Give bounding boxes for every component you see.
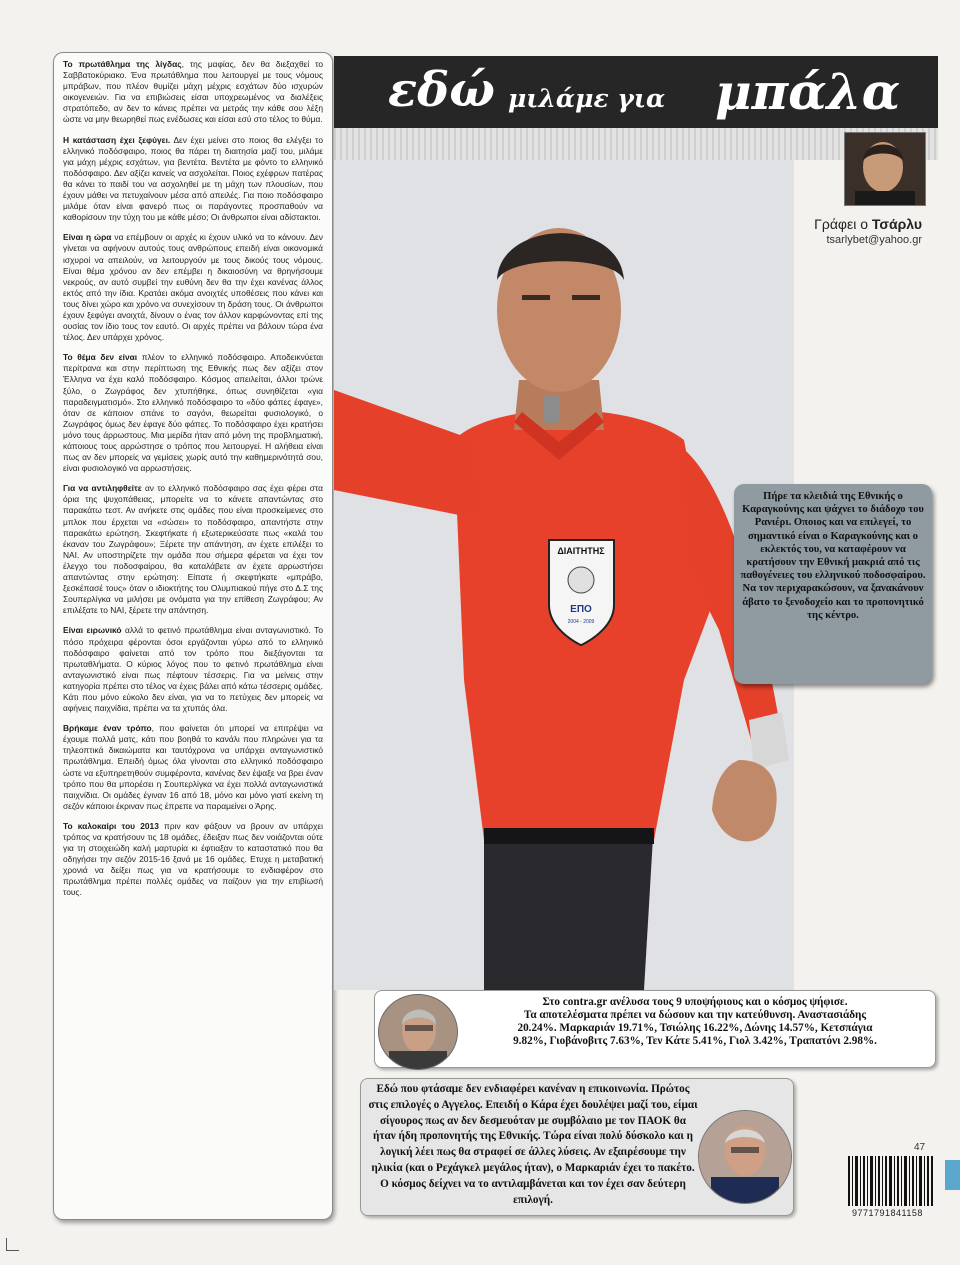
author-email[interactable]: tsarlybet@yahoo.gr [826,234,922,246]
article-column [53,52,333,1220]
referee-illustration [334,160,794,990]
candidate-portrait [699,1111,791,1203]
column-title [380,56,900,128]
article-paragraph [63,59,323,126]
paragraph-text: , της μαφίας, δεν θα διεξαχθεί το Σαββατοκύριακο. Ένα πρωτάθλημα που λειτουργεί με τους νόμους μπράβων, που πλέον θυμίζει μάχη μέχρις εσχάτων δύο ισχυρών οικογενειών. Για να επιβιώσεις είσαι υποχρεωμένος να διαλέξεις στρατόπεδο, αν δεν το κάνεις πρέπει να μετράς την κάθε σου λέξη ώστε να μην θεωρηθεί πως ενέδωσες και είσαι εσύ στο τέλος το θύμα. [63,59,324,125]
article-paragraph [63,483,323,616]
paragraph-lead: Για να αντιληφθείτε [63,483,142,494]
paragraph-text: πριν καν φάξουν να βρουν αν υπάρχει τρόπος να κρατήσουν τις 18 ομάδες, έδειξαν πως δεν νοιάζονται ούτε για τη στοιχειώδη καλή μαρτυρία κι έφτιαξαν το καταστατικό που θα οδηγήσει την σεζόν 2015-16 ξανά με 16 ομάδες. Ετυχε η μεταβατική χρονιά να δείξει πως για να κρατήσουμε το ενδιαφέρον στο πρωτάθλημα πρέπει πολλές ομάδες να παίζουν για την επιβίωσή τους. [63,820,323,898]
paragraph-text: αλλά το φετινό πρωτάθλημα είναι ανταγωνιστικό. Το πόσο πρόχειρα φέρονται όσοι εργάζονται γύρω από το ελληνικό ποδόσφαιρο φαίνεται από τον τρόπο που διεξάγονται τα πρωταθλήματα. Ο κύριος λόγος που το φετινό πρωτάθλημα είναι ανταγωνιστικό είναι πως πέφτουν τέσσερις. Για να μείνεις στην κατηγορία πρέπει στο τέλος να έχεις βάλει από κάτω τέσσερις ομάδες. Κάτι που μόνο εύκολο δεν είναι, για να το πετύχεις δεν μπορείς να αφήνεις παιχνίδια, πρέπει να τα χτυπάς όλα. [63,625,323,714]
paragraph-text: να επέμβουν οι αρχές κι έχουν υλικό να το κάνουν. Δεν γίνεται να αφήνουν αυτούς τους ανθρώπους επειδή είναι οικονομικά ισχυροί να απειλούν, να λειτουργούν με τους δικούς τους νόμους. Είναι θέμα χρόνου αν δεν επέμβει η δικαιοσύνη να θρηνήσουμε νεκρούς, αν αυτό συμβεί την ευθύνη δεν θα την έχει κανένας άλλος εκτός από την ίδια. Κρατάει ακόμα ανοιχτές υποθέσεις που κάνει και τους δίνει χώρο και χρόνο να συνεχίσουν τη δράση τους. Οι άνθρωποι έχουν ξεφύγει ανοιχτά, δίνουν ο ένας τον άλλον καρφώνοντας επί της ουσίας τον ίδιο τους τον εαυτό. Οι αρχές πρέπει να βάλουν τώρα ένα τέλος. Δεν υπάρχει χρόνος. [63,232,323,343]
article-paragraph [63,625,323,714]
byline-prefix: Γράφει ο [814,216,872,232]
author-name: Τσάρλυ [871,216,922,232]
poll-line-4: 9.82%, Γιοβάνοβιτς 7.63%, Τεν Κάτε 5.41%, Γιολ 3.42%, Τραπατόνι 2.98%. [513,1035,877,1047]
article-paragraph [63,821,323,899]
poll-results [460,996,930,1048]
paragraph-lead: Είναι ειρωνικό [63,625,122,636]
paragraph-lead: Το θέμα δεν είναι [63,352,138,363]
article-paragraph [63,352,323,474]
coach-portrait [379,995,457,1069]
barcode-number: 9771791841158 [852,1208,923,1218]
article-paragraph [63,232,323,343]
page-number: 47 [914,1142,926,1153]
edge-tab [945,1160,960,1190]
paragraph-text: αν το ελληνικό ποδόσφαιρο σας έχει φέρει στα όρια της ψυχοπάθειας, μπορείτε να το κάνετε απαντώντας στο παρακάτω τεστ. Αν ανήκετε στις ομάδες που είναι προσκείμενες στο μπλοκ που έρχεται να «σώσει» το ποδόσφαιρο, απαντήστε στην παρακάτω ερώτηση. Σκεφτήκατε ή εξωτερικεύσατε πως «καλά του έκαναν του Ζωγράφου»; Ξέρετε την απάντηση, αν έχετε επιλέξει το ΝΑΙ. Αν υποστηρίζετε την ομάδα που σήμερα φέρεται να έχει τον έλεγχο του ποδοσφαίρου, θα καταλάβετε αν έχετε αρρωστήσει απαντώντας στην ερώτηση: Είπατε ή σκεφτήκατε «μπράβο, ξεσκέπασέ τους» όταν ο ιδιοκτήτης του Ολυμπιακού πήγε στο Δ.Σ της Σουπερλίγκα να μιλήσει με ονόματα για την επίθεση Ζωγράφου; Αν επιλέξατε το ΝΑΙ, ξέρετε την απάντηση. [63,483,323,616]
paragraph-lead: Η κατάσταση έχει ξεφύγει. [63,134,171,145]
badge-epo: ΕΠΟ [570,604,592,615]
crop-mark [6,1238,19,1251]
poll-line-2: Τα αποτελέσματα πρέπει να δώσουν και την κατεύθυνση. Αναστασιάδης [523,1009,867,1021]
banner-word-2: μιλάμε για [508,84,666,113]
paragraph-lead: Είναι η ώρα [63,232,112,243]
badge-title: ΔΙΑΙΤΗΤΗΣ [557,546,605,556]
pull-quote: Πήρε τα κλειδιά της Εθνικής ο Καραγκούνης και ψάχνει το διάδοχο του Ρανιέρι. Οποιος και να επιλεγεί, το σημαντικό είναι ο Καραγκούνης και ο εκλεκτός του, να καταφέρουν να κρατήσουν την Εθνική μακριά από τις παθογένειες του ελληνικού ποδοσφαίρου. Να τον περιχαρακώσουν, να ξανακάνουν άβατο το ξενοδοχείο και το προπονητικό της κέντρο. [734,484,932,684]
paragraph-lead: Το καλοκαίρι του 2013 [63,820,159,831]
paragraph-lead: Βρήκαμε έναν τρόπο [63,723,152,734]
badge-years: 2004 - 2009 [567,619,595,625]
author-photo [844,132,926,206]
bottom-note: Εδώ που φτάσαμε δεν ενδιαφέρει κανέναν η επικοινωνία. Πρώτος στις επιλογές ο Αγγελος. Επειδή ο Κάρα έχει δουλέψει μαζί του, είμαι σίγουρος πως αν δεν δεσμευόταν με συμβόλαιο με τον ΠΑΟΚ θα ήταν ήδη προπονητής της Εθνικής. Τώρα είναι πολύ δύσκολο και η λογική λέει πως θα στραφεί σε άλλες λύσεις. Αν εξαιρέσουμε την ηλικία (και ο Ρεχάγκελ μεγάλος ήταν), ο Μαρκαριάν έχει το πακέτο. Ο κόσμος δείχνει να το αντιλαμβάνεται και τον έχει σαν δεύτερη επιλογή. [368,1083,698,1206]
referee-photo [334,160,794,990]
banner-word-3: μπάλα [715,62,901,121]
article-paragraph [63,723,323,812]
author-portrait [845,133,925,205]
banner-word-1: εδώ [388,62,495,118]
candidate-photo [698,1110,792,1204]
paragraph-text: Δεν έχει μείνει στο ποιος θα ελέγξει το ελληνικό ποδόσφαιρο, ποιος θα πάρει τη διαιτησία μαζί του, μιλάμε για μάχη μέχρις εσχάτων, για βεντέτα. Βεντέτα με φόντο το ελληνικό ποδόσφαιρο. Δεν αξίζει κανείς να ασχολείται. Ποιος εχέφρων πατέρας θα κάνει το παιδί του να ασχοληθεί με τη μάχη των πλουσίων, που έχουν μάθει να πετυχαίνουν μέσα από απειλές. Για ποιο ποδόσφαιρο μιλάμε όταν είναι φανερό πως οι παράγοντες προσπαθούν να καθορίσουν την τύχη του με κάθε μέσο; Οι άνθρωποι είναι αδίστακτοι. [63,134,323,223]
byline [814,216,922,232]
paragraph-text: , που φαίνεται ότι μπορεί να επιτρέψει να έχουμε πολλά ματς, κάτι που βοηθά το κανάλι που πληρώνει για τα τηλεοπτικά δικαιώματα και ταυτόχρονα να υπάρχει ανταγωνιστικό πρωτάθλημα. Επειδή όμως όλα γίνονται στο ελληνικό ποδόσφαιρο ώστε να εξυπηρετηθούν συμφέροντα, κανένας δεν έψαξε να βρει έναν τρόπο που θα μπορέσει η Σουπερλίγκα να έχει πολλά ανταγωνιστικά παιχνίδια. Οι ομάδες έγιναν 16 από 18, μόνο και μόνο γιατί εκείνη τη σεζόν κάποιοι έκριναν πως έπρεπε να παραμείνει ο Άρης. [63,723,323,811]
article-paragraph [63,135,323,224]
poll-line-1: Στο contra.gr ανέλυσα τους 9 υποψήφιους και ο κόσμος ψήφισε. [542,996,848,1008]
coach-photo [378,994,458,1070]
paragraph-text: πλέον το ελληνικό ποδόσφαιρο. Αποδεικνύεται περίτρανα και στην περίπτωση της Εθνικής πως δεν αξίζει στον Έλληνα να έχει καλό ποδόσφαιρο. Κόσμος απειλείται, άλλοι τρώνε ξύλο, ο Ζωγράφος δεν χτυπήθηκε, όπως συνηθίζεται «για παραδειγματισμό». Στο ελληνικό ποδόσφαιρο το «δύο φάπες έφαγε», όταν σε κάποιον σπάνε το σαγόνι, θεωρείται φυσιολογικό, ο Ζωγράφος όμως δεν έφαγε δύο φάπες. Το ποδόσφαιρο έχει κρατήσει μόνο τους άρρωστους. Μια μερίδα ήταν από μόνη της προβληματική, κάποιους τους αρρώστησε ο τρόπος που λειτουργεί. Η αλήθεια είναι πως αν δεν μπορείς να γεμίσεις χωρίς αυτό την καθημερινότητά σου, είναι φυσιολογικό να αρρωστήσεις. [63,352,323,474]
poll-line-3: 20.24%. Μαρκαριάν 19.71%, Τσιώλης 16.22%, Δώνης 14.57%, Κετσπάγια [517,1022,873,1034]
barcode [848,1156,934,1206]
paragraph-lead: Το πρωτάθλημα της λίγδας [63,59,182,69]
